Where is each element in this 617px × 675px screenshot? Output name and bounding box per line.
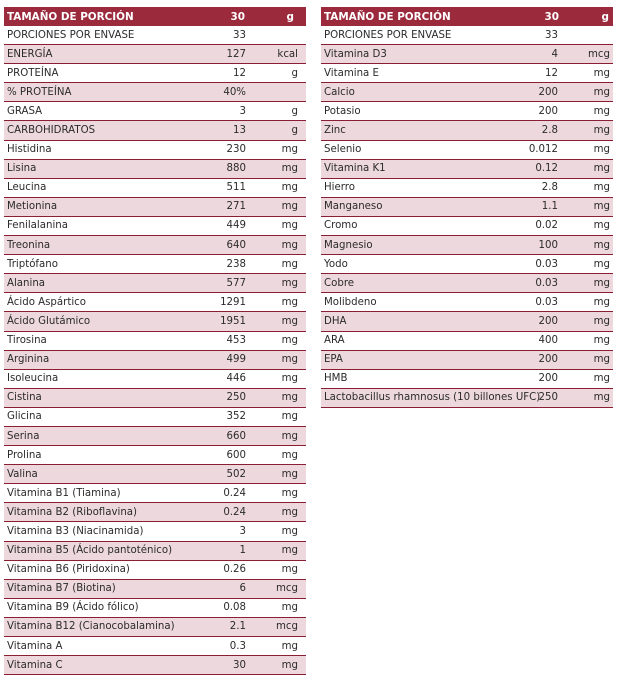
nutrient-unit: mg <box>281 545 298 557</box>
table-row <box>4 561 306 580</box>
table-row <box>321 83 613 102</box>
nutrient-name: Valina <box>7 468 38 480</box>
nutrient-value: 0.012 <box>528 144 558 156</box>
header-value: 30 <box>544 10 559 23</box>
nutrient-unit: mcg <box>276 621 298 633</box>
nutrient-value: 0.03 <box>535 258 558 270</box>
nutrient-value: 2.1 <box>229 621 246 633</box>
nutrient-value: 200 <box>538 86 558 98</box>
nutrient-unit: mg <box>593 67 610 79</box>
nutrient-value: 200 <box>538 373 558 385</box>
nutrient-value: 40% <box>223 86 246 98</box>
nutrient-unit: kcal <box>277 48 298 60</box>
nutrient-name: Vitamina B6 (Piridoxina) <box>7 564 130 576</box>
nutrient-value: 0.12 <box>535 163 558 175</box>
nutrient-name: ARA <box>324 335 345 347</box>
table-row <box>4 293 306 312</box>
nutrient-unit: mg <box>281 506 298 518</box>
header-label: TAMAÑO DE PORCIÓN <box>324 10 451 23</box>
nutrient-name: CARBOHIDRATOS <box>7 125 96 137</box>
nutrient-name: PORCIONES POR ENVASE <box>7 29 135 41</box>
table-row <box>321 141 613 160</box>
nutrient-value: 238 <box>226 258 246 270</box>
table-row <box>4 427 306 446</box>
table-row <box>4 656 306 675</box>
nutrient-name: Vitamina B3 (Niacinamida) <box>7 525 144 537</box>
nutrient-name: Histidina <box>7 144 52 156</box>
table-row <box>4 580 306 599</box>
nutrient-value: 271 <box>226 201 246 213</box>
nutrient-value: 0.3 <box>229 640 246 652</box>
nutrient-name: Prolina <box>7 449 42 461</box>
nutrient-name: Serina <box>7 430 40 442</box>
nutrient-unit: g <box>291 67 298 79</box>
table-row <box>4 332 306 351</box>
table-row <box>4 45 306 64</box>
nutrient-value: 502 <box>226 468 246 480</box>
table-row <box>321 160 613 179</box>
table-row <box>4 599 306 618</box>
nutrient-name: Magnesio <box>324 239 373 251</box>
header-unit: g <box>286 10 294 23</box>
nutrient-name: Lisina <box>7 163 37 175</box>
nutrient-name: HMB <box>324 373 348 385</box>
nutrient-unit: mg <box>281 315 298 327</box>
table-row <box>321 274 613 293</box>
nutrient-value: 33 <box>233 29 246 41</box>
nutrient-unit: mg <box>593 258 610 270</box>
nutrient-value: 577 <box>226 277 246 289</box>
nutrient-value: 1.1 <box>541 201 558 213</box>
nutrient-name: DHA <box>324 315 347 327</box>
nutrient-value: 250 <box>226 392 246 404</box>
nutrient-value: 1 <box>239 545 246 557</box>
nutrient-name: Vitamina B7 (Biotina) <box>7 583 116 595</box>
table-row <box>4 236 306 255</box>
nutrient-value: 3 <box>239 525 246 537</box>
nutrient-unit: mg <box>281 373 298 385</box>
table-row <box>4 312 306 331</box>
nutrient-name: Yodo <box>324 258 348 270</box>
nutrient-value: 0.03 <box>535 277 558 289</box>
nutrient-value: 200 <box>538 354 558 366</box>
nutrient-unit: mg <box>281 602 298 614</box>
nutrient-name: Cistina <box>7 392 42 404</box>
nutrient-unit: mg <box>281 354 298 366</box>
table-row <box>321 236 613 255</box>
table-row <box>4 542 306 561</box>
nutrient-unit: mg <box>281 277 298 289</box>
nutrient-unit: mg <box>281 258 298 270</box>
table-row <box>321 217 613 236</box>
table-row <box>4 83 306 102</box>
nutrient-value: 446 <box>226 373 246 385</box>
nutrient-unit: mg <box>281 239 298 251</box>
nutrient-value: 453 <box>226 335 246 347</box>
nutrient-unit: mg <box>281 182 298 194</box>
nutrient-name: Manganeso <box>324 201 383 213</box>
nutrient-unit: mcg <box>588 48 610 60</box>
nutrient-name: Leucina <box>7 182 47 194</box>
nutrient-name: GRASA <box>7 105 43 117</box>
table-row <box>321 121 613 140</box>
table-row <box>321 64 613 83</box>
nutrient-unit: mg <box>281 640 298 652</box>
nutrient-name: EPA <box>324 354 343 366</box>
nutrient-unit: mg <box>593 86 610 98</box>
nutrition-table-right <box>321 7 613 408</box>
nutrient-unit: mg <box>281 201 298 213</box>
nutrient-name: Tirosina <box>7 335 47 347</box>
nutrient-name: Alanina <box>7 277 46 289</box>
header-value: 30 <box>230 10 245 23</box>
nutrient-value: 0.24 <box>223 487 246 499</box>
nutrient-value: 2.8 <box>541 182 558 194</box>
nutrient-value: 0.02 <box>535 220 558 232</box>
table-row <box>4 522 306 541</box>
nutrient-unit: mg <box>593 163 610 175</box>
nutrient-name: Cobre <box>324 277 355 289</box>
table-row <box>4 64 306 83</box>
nutrient-value: 1951 <box>220 315 246 327</box>
nutrient-unit: mg <box>593 220 610 232</box>
table-row <box>4 637 306 656</box>
nutrient-unit: mg <box>281 525 298 537</box>
nutrient-unit: mg <box>281 659 298 671</box>
nutrient-unit: mg <box>281 564 298 576</box>
table-row <box>4 198 306 217</box>
table-row <box>321 102 613 121</box>
table-row <box>321 370 613 389</box>
nutrient-name: Vitamina B12 (Cianocobalamina) <box>7 621 175 633</box>
header-unit: g <box>601 10 609 23</box>
nutrient-value: 499 <box>226 354 246 366</box>
nutrient-value: 3 <box>239 105 246 117</box>
nutrient-unit: mg <box>281 392 298 404</box>
nutrient-value: 230 <box>226 144 246 156</box>
table-row <box>321 293 613 312</box>
header-label: TAMAÑO DE PORCIÓN <box>7 10 134 23</box>
nutrient-unit: mg <box>593 335 610 347</box>
nutrient-name: Triptófano <box>7 258 58 270</box>
nutrient-value: 660 <box>226 430 246 442</box>
nutrient-unit: mg <box>593 392 610 404</box>
nutrient-unit: mg <box>281 430 298 442</box>
table-row <box>4 274 306 293</box>
nutrient-name: Vitamina E <box>324 67 379 79</box>
nutrient-unit: mg <box>281 411 298 423</box>
nutrient-unit: mg <box>593 296 610 308</box>
table-row <box>321 45 613 64</box>
nutrient-name: Vitamina A <box>7 640 63 652</box>
nutrient-value: 449 <box>226 220 246 232</box>
nutrient-unit: mg <box>281 468 298 480</box>
table-row <box>321 198 613 217</box>
nutrient-name: Ácido Aspártico <box>7 296 86 308</box>
table-row <box>4 389 306 408</box>
nutrient-unit: mcg <box>276 583 298 595</box>
nutrient-name: Isoleucina <box>7 373 59 385</box>
nutrient-name: Hierro <box>324 182 355 194</box>
nutrient-unit: mg <box>593 105 610 117</box>
nutrient-value: 2.8 <box>541 125 558 137</box>
nutrient-unit: mg <box>281 296 298 308</box>
nutrient-name: PORCIONES POR ENVASE <box>324 29 452 41</box>
nutrient-unit: mg <box>593 354 610 366</box>
nutrient-unit: mg <box>281 163 298 175</box>
nutrient-value: 6 <box>239 583 246 595</box>
nutrient-name: Molibdeno <box>324 296 377 308</box>
nutrient-value: 100 <box>538 239 558 251</box>
nutrient-name: Cromo <box>324 220 358 232</box>
table-row <box>4 503 306 522</box>
table-row <box>4 179 306 198</box>
table-row <box>4 26 306 45</box>
nutrient-name: Vitamina D3 <box>324 48 387 60</box>
nutrient-unit: mg <box>593 125 610 137</box>
table-row <box>321 26 613 45</box>
nutrient-name: Fenilalanina <box>7 220 68 232</box>
table-row <box>4 408 306 427</box>
table-row <box>4 121 306 140</box>
nutrient-value: 4 <box>551 48 558 60</box>
nutrient-name: Potasio <box>324 105 361 117</box>
nutrient-value: 200 <box>538 315 558 327</box>
nutrient-unit: mg <box>593 239 610 251</box>
nutrient-value: 12 <box>233 67 246 79</box>
nutrient-name: Calcio <box>324 86 355 98</box>
nutrient-value: 200 <box>538 105 558 117</box>
table-row <box>4 618 306 637</box>
nutrient-unit: g <box>291 125 298 137</box>
nutrient-unit: mg <box>281 487 298 499</box>
nutrient-unit: mg <box>281 335 298 347</box>
nutrient-name: Treonina <box>7 239 51 251</box>
nutrient-name: % PROTEÍNA <box>7 86 72 98</box>
nutrient-value: 0.03 <box>535 296 558 308</box>
nutrient-unit: mg <box>281 449 298 461</box>
nutrient-value: 13 <box>233 125 246 137</box>
nutrient-unit: g <box>291 105 298 117</box>
table-row <box>4 351 306 370</box>
nutrient-name: Selenio <box>324 144 362 156</box>
nutrient-unit: mg <box>281 220 298 232</box>
table-row <box>4 102 306 121</box>
nutrient-value: 511 <box>226 182 246 194</box>
table-header <box>321 7 613 26</box>
nutrient-value: 352 <box>226 411 246 423</box>
nutrient-value: 400 <box>538 335 558 347</box>
nutrient-unit: mg <box>593 373 610 385</box>
nutrient-value: 250 <box>538 392 558 404</box>
nutrient-value: 1291 <box>220 296 246 308</box>
nutrient-unit: mg <box>593 201 610 213</box>
nutrient-value: 600 <box>226 449 246 461</box>
nutrition-table-left <box>4 7 306 675</box>
nutrient-name: Vitamina B9 (Ácido fólico) <box>7 602 139 614</box>
table-row <box>4 160 306 179</box>
nutrient-unit: mg <box>593 315 610 327</box>
nutrient-value: 0.24 <box>223 506 246 518</box>
table-row <box>321 179 613 198</box>
nutrient-name: Glicina <box>7 411 42 423</box>
nutrient-name: Lactobacillus rhamnosus (10 billones UFC) <box>324 392 541 404</box>
nutrient-value: 127 <box>226 48 246 60</box>
nutrient-value: 880 <box>226 163 246 175</box>
nutrient-name: Vitamina B5 (Ácido pantoténico) <box>7 545 173 557</box>
nutrient-unit: mg <box>593 277 610 289</box>
table-row <box>4 370 306 389</box>
table-row <box>4 446 306 465</box>
nutrient-value: 640 <box>226 239 246 251</box>
table-row <box>321 312 613 331</box>
nutrient-name: ENERGÍA <box>7 48 53 60</box>
table-row <box>4 217 306 236</box>
nutrient-unit: mg <box>593 144 610 156</box>
table-row <box>4 484 306 503</box>
nutrient-name: PROTEÍNA <box>7 67 59 79</box>
table-row <box>321 389 613 408</box>
nutrient-name: Vitamina C <box>7 659 63 671</box>
table-header <box>4 7 306 26</box>
nutrient-name: Metionina <box>7 201 58 213</box>
nutrient-value: 0.26 <box>223 564 246 576</box>
table-row <box>321 255 613 274</box>
nutrient-name: Arginina <box>7 354 50 366</box>
nutrient-name: Vitamina B1 (Tiamina) <box>7 487 121 499</box>
table-row <box>321 351 613 370</box>
table-row <box>321 332 613 351</box>
nutrient-name: Vitamina K1 <box>324 163 386 175</box>
nutrient-unit: mg <box>281 144 298 156</box>
nutrient-value: 33 <box>545 29 558 41</box>
table-row <box>4 141 306 160</box>
nutrient-name: Vitamina B2 (Riboflavina) <box>7 506 137 518</box>
nutrient-value: 0.08 <box>223 602 246 614</box>
nutrient-name: Zinc <box>324 125 346 137</box>
nutrient-unit: mg <box>593 182 610 194</box>
nutrient-name: Ácido Glutámico <box>7 315 91 327</box>
nutrient-value: 30 <box>233 659 246 671</box>
table-row <box>4 465 306 484</box>
nutrient-value: 12 <box>545 67 558 79</box>
table-row <box>4 255 306 274</box>
